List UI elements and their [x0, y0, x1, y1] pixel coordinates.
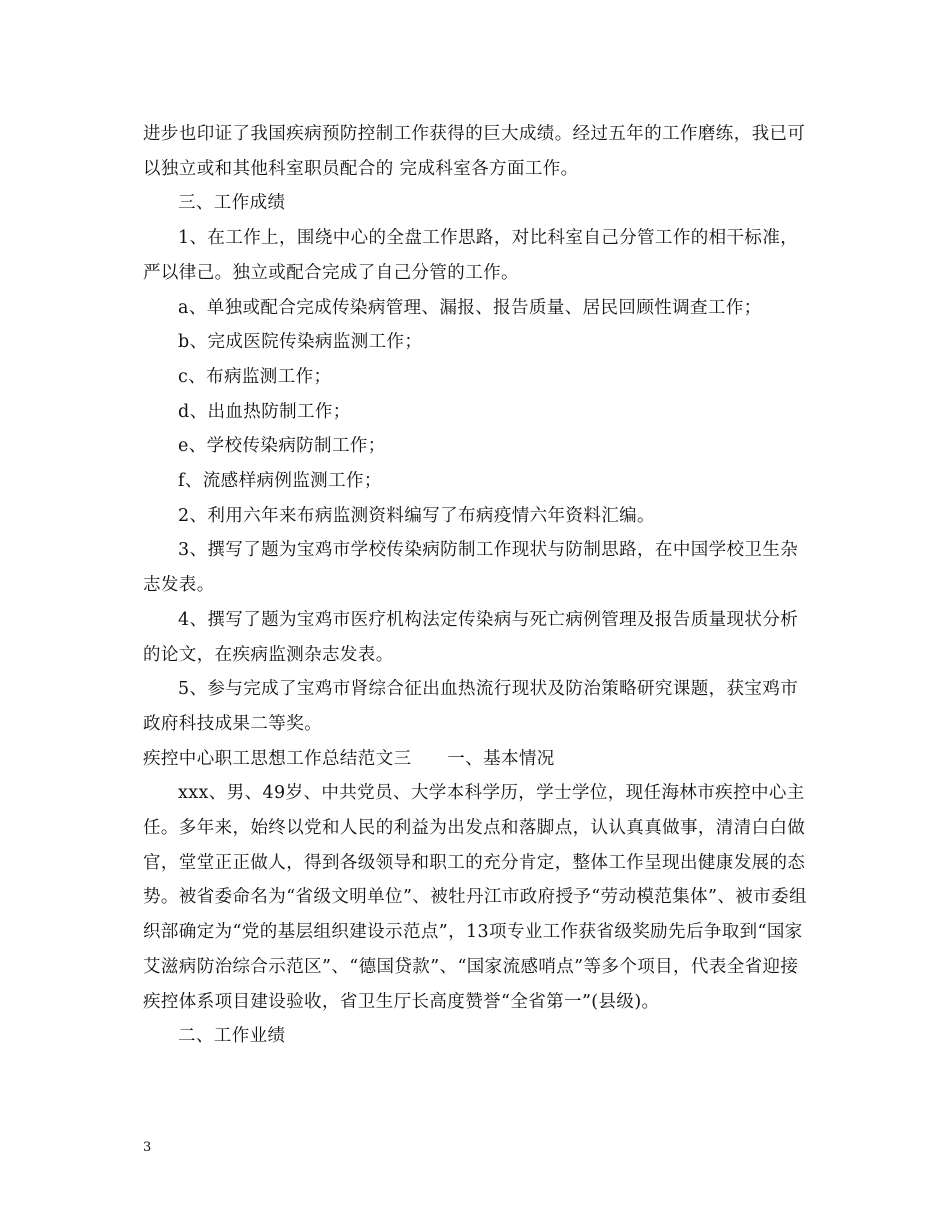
page-number: 3: [143, 1140, 152, 1155]
list-item: a、单独或配合完成传染病管理、漏报、报告质量、居民回顾性调查工作；: [178, 297, 762, 318]
paragraph: xxx、男、49岁、中共党员、大学本科学历，学士学位，现任海林市疾控中心主任。多年来，始终以党和人民的利益为出发点和落脚点，认认真真做事，清清白白做官，堂堂正正做人，得到各级领导和职工的充分肯定，整体工作呈现出健康发展的态势。被省委命名为“省级文明单位”、被牡丹江市政府授予“劳动模范集体”、被市委组织部确定为“党的基层组织建设示范点”，13项专业工作获省级奖励先后争取到“国家艾滋病防治综合示范区”、“德国贷款”、“国家流感哨点”等多个项目，代表全省迎接疾控体系项目建设验收，省卫生厅长高度赞誉“全省第一”(县级)。: [143, 783, 807, 1012]
paragraph: 进步也印证了我国疾病预防控制工作获得的巨大成绩。经过五年的工作磨练，我已可以独立或和其他科室职员配合的 完成科室各方面工作。: [143, 124, 806, 179]
list-item: f、流感样病例监测工作；: [178, 471, 382, 492]
document-body: [143, 117, 813, 1054]
section-heading: 三、工作成绩: [178, 193, 286, 214]
paragraph: 3、撰写了题为宝鸡市学校传染病防制工作现状与防制思路，在中国学校卫生杂志发表。: [143, 540, 799, 596]
list-item: d、出血热防制工作；: [178, 401, 351, 422]
paragraph: 1、在工作上，围绕中心的全盘工作思路，对比科室自己分管工作的相干标准，严以律己。独立或配合完成了自己分管的工作。: [143, 228, 799, 283]
list-item: c、布病监测工作；: [178, 366, 332, 387]
article-title: 疾控中心职工思想工作总结范文三 一、基本情况: [143, 748, 555, 769]
list-item: b、完成医院传染病监测工作；: [178, 332, 423, 353]
paragraph: 4、撰写了题为宝鸡市医疗机构法定传染病与死亡病例管理及报告质量现状分析的论文，在疾病监测杂志发表。: [143, 609, 799, 665]
paragraph: 5、参与完成了宝鸡市肾综合征出血热流行现状及防治策略研究课题，获宝鸡市政府科技成果二等奖。: [143, 679, 799, 734]
list-item: e、学校传染病防制工作；: [178, 436, 386, 457]
section-heading: 二、工作业绩: [178, 1026, 286, 1047]
paragraph: 2、利用六年来布病监测资料编写了布病疫情六年资料汇编。: [178, 505, 655, 526]
